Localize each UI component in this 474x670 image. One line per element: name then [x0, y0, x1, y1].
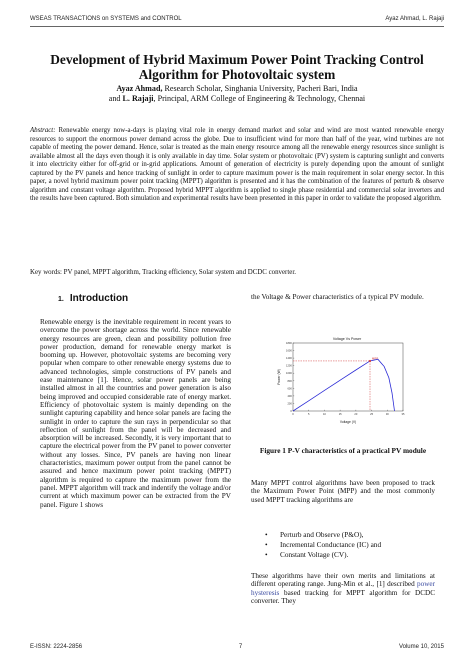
highlighted-term: power hysteresis [251, 580, 435, 597]
author-line-1 [30, 84, 444, 94]
keywords: Key words: PV panel, MPPT algorithm, Tracking efficiency, Solar system and DCDC converter. [30, 269, 296, 276]
running-header [30, 16, 444, 22]
x-tick-label: 20 [354, 413, 358, 416]
figure-intro-text: the Voltage & Power characteristics of a typical PV module. [251, 293, 424, 301]
section-title: Introduction [69, 293, 129, 304]
introduction-text: Renewable energy is the inevitable requirement in recent years to overcome the power shortage across the world. Since renewable energy resources are green, clean and possibility pollution free power production, demand for renewable energy market is booming up. However, photovoltaic systems are becoming very popular when compare to other renewable energy systems due to advanced technologies, simple constructions of PV panels and ease maintenance [1]. Hence, solar power panels are being installed almost in all the countries and power generation is also being improved and occupied considerable rate of energy market. Efficiency of photovoltaic system is mainly depending on the sunlight capturing capability and hence solar panels are facing the sunlight in order to capture the sun rays in perpendicular so that reflection of sunlight from the panel will be decreased and absorption will be increased. Secondly, it is very important that to capture the electrical power from the PV panel to power converter without any losses. Since, PV panels are having non linear characteristics, maximum power output from the panel cannot be assured and hence maximum power point tracking (MPPT) algorithm is required to capture the maximum power from the panel. MPPT algorithm will track and indentify the voltage and/or current at which maximum power can be extracted from the PV panel. Figure 1 shows [40, 318, 231, 509]
left-column [40, 293, 231, 509]
author-conjunction: and [108, 94, 123, 103]
section-number: 1. [58, 296, 64, 303]
mppt-paragraph: Many MPPT control algorithms have been proposed to track the Maximum Power Point (MPP) and the most commonly used MPPT tracking algorithms are [251, 479, 435, 504]
author-2-affiliation: , Principal, ARM College of Engineering & Technology, Chennai [153, 94, 366, 103]
footer-page-number: 7 [238, 644, 243, 650]
mpp-label: MPP [371, 356, 379, 361]
footer-issn: E-ISSN: 2224-2856 [30, 644, 83, 650]
x-axis-label: Voltage (V) [339, 420, 357, 424]
list-item-text: Constant Voltage (CV). [280, 550, 349, 560]
bullet-icon: • [265, 550, 268, 560]
algorithms-paragraph [251, 572, 435, 605]
author-1-name: Ayaz Ahmad, [116, 84, 163, 93]
x-tick-label: 25 [370, 413, 374, 416]
list-item [265, 540, 435, 550]
abstract [30, 127, 444, 204]
list-item [265, 530, 435, 540]
y-axis-label: Power (W) [277, 369, 281, 385]
title-line-2: Algorithm for Photovoltaic system [138, 67, 336, 82]
x-tick-label: 15 [338, 413, 342, 416]
list-item-text: Incremental Conductance (IC) and [280, 540, 382, 550]
header-rule [30, 26, 444, 27]
pv-chart [275, 334, 412, 426]
x-tick-label: 10 [322, 413, 326, 416]
bullet-icon: • [265, 540, 268, 550]
list-item [265, 550, 435, 560]
author-1-affiliation: Research Scholar, Singhania University, Pacheri Bari, India [162, 84, 358, 93]
title-line-1: Development of Hybrid Maximum Power Point Tracking Control [50, 52, 424, 67]
x-tick-label: 30 [385, 413, 389, 416]
figure-1 [275, 334, 412, 426]
abstract-text: Renewable energy now-a-days is playing vital role in energy demand market and solar and wind are most wanted renewable energy resources to support the enormous power demand across the globe. Due to insufficient wind for more than half of the year, wind turbines are not capable of meeting the power demand. Hence, solar is treated as the main energy resource among all the renewable energy resources since sunlight is available almost all the days even though it is only available in day time. Solar system or photovoltaic (PV) system is capturing sunlight and converts it into electricity either for off-grid or in-grid applications. Amount of generation of electricity is purely depending upon the amount of sunlight captured by the PV panels and hence tracking of sunlight in order to capture maximum power is the main requirement in solar energy sector. In this paper, a novel hybrid maximum power point tracking (MPPT) algorithm is presented and it has the combination of the features of perturb & observe algorithm and constant voltage algorithm. Proposed hybrid MPPT algorithm is applied to single phase residential and commercial solar inverters and the results have been captured. Both simulation and experimental results have been presented in this paper in order to validate the proposed algorithm. [30, 127, 444, 203]
x-tick-label: 35 [401, 413, 405, 416]
section-heading [58, 293, 231, 304]
chart-background [275, 334, 412, 426]
bullet-icon: • [265, 530, 268, 539]
x-tick-label: 0 [292, 413, 294, 416]
chart-title: Voltage Vs Power [332, 337, 362, 341]
figure-1-caption: Figure 1 P-V characteristics of a practical PV module [259, 446, 427, 455]
journal-name: WSEAS TRANSACTIONS on SYSTEMS and CONTROL [30, 16, 182, 22]
x-tick-label: 5 [307, 413, 310, 416]
paragraph-text-end: based tracking for MPPT algorithm for DCDC converter. They [251, 588, 435, 605]
y-tick-label: 400 [287, 394, 292, 398]
right-column [251, 293, 435, 301]
y-tick-label: 1800 [286, 342, 292, 345]
page-footer [30, 644, 444, 650]
y-tick-label: 0 [290, 410, 292, 413]
y-tick-label: 1600 [286, 349, 292, 353]
paragraph-text: These algorithms have their own merits and limitations at different operating range. Jung-Min et al., [1] described [251, 572, 435, 589]
y-tick-label: 1000 [286, 372, 292, 376]
author-block [30, 84, 444, 104]
header-authors: Ayaz Ahmad, L. Rajaji [385, 16, 444, 22]
y-tick-label: 1200 [286, 364, 292, 368]
y-tick-label: 1400 [286, 357, 292, 361]
y-tick-label: 200 [287, 402, 292, 406]
paper-title [30, 52, 444, 82]
abstract-label: Abstract: [30, 127, 56, 134]
mppt-algorithm-list [265, 530, 435, 561]
y-tick-label: 600 [287, 387, 292, 391]
list-item-text: Perturb and Observe (P&O), [280, 530, 364, 539]
author-line-2 [30, 94, 444, 104]
mpp-point [369, 360, 371, 362]
y-tick-label: 800 [287, 379, 292, 383]
author-2-name: L. Rajaji [122, 94, 154, 103]
footer-volume: Volume 10, 2015 [398, 644, 444, 650]
